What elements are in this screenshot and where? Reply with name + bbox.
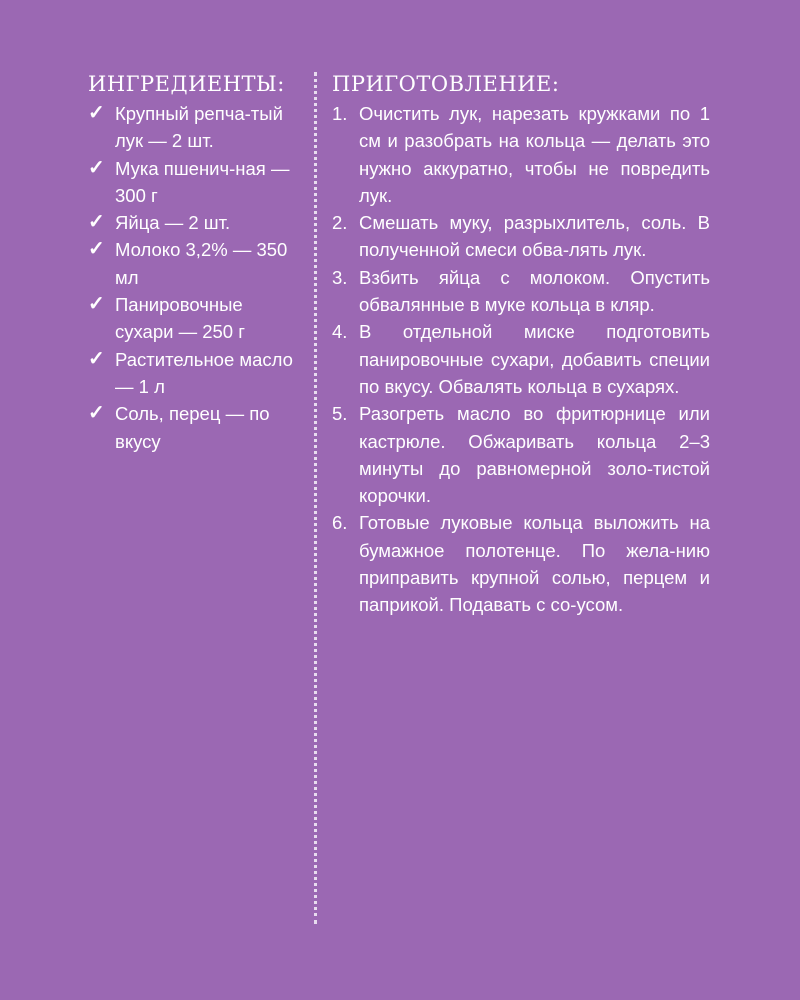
checkmark-icon: ✓ (88, 293, 105, 316)
checkmark-icon: ✓ (88, 156, 105, 179)
step-number: 4. (332, 321, 348, 343)
step-item (332, 509, 710, 618)
ingredient-item: ✓ Молоко 3,2% — 350 мл (88, 238, 288, 288)
step-item (332, 209, 710, 264)
checkmark-icon: ✓ (88, 402, 105, 425)
step-text: Смешать муку, разрыхлитель, соль. В полученной смеси обва-лять лук. (359, 212, 710, 261)
step-number: 1. (332, 103, 348, 124)
step-text: В отдельной миске подготовить панировочные сухари, добавить специи по вкусу. Обвалять кольца в сухарях. (359, 321, 710, 397)
preparation-steps (332, 100, 710, 619)
ingredient-item: ✓ Растительное масло — 1 л (88, 347, 293, 397)
step-text: Взбить яйца с молоком. Опустить обвалянные в муке кольца в кляр. (359, 266, 710, 316)
checkmark-icon: ✓ (88, 347, 105, 370)
step-text: Разогреть масло во фритюрнице или кастрюле. Обжаривать кольца 2–3 минуты до равномерной золо-тистой корочки. (359, 403, 710, 507)
step-number: 3. (332, 266, 348, 288)
ingredient-item: ✓ Крупный репча-тый лук — 2 шт. (88, 102, 283, 152)
step-item (332, 264, 710, 319)
step-item (332, 100, 710, 209)
step-number: 5. (332, 403, 348, 425)
preparation-heading: ПРИГОТОВЛЕНИЕ: (332, 72, 560, 96)
step-text: Очистить лук, нарезать кружками по 1 см и разобрать на кольца — делать это нужно аккуратно, чтобы не повредить лук. (359, 103, 710, 206)
ingredients-heading: ИНГРЕДИЕНТЫ: (88, 72, 285, 96)
checkmark-icon: ✓ (88, 102, 105, 124)
ingredient-item: ✓ Панировочные сухари — 250 г (88, 293, 245, 343)
step-text: Готовые луковые кольца выложить на бумажное полотенце. По жела-нию приправить крупной солью, перцем и паприкой. Подавать с со-усом. (359, 512, 710, 616)
ingredients-section (88, 70, 298, 455)
ingredient-item: ✓ Мука пшенич-ная — 300 г (88, 156, 290, 206)
ingredient-item: ✓ Яйца — 2 шт. (88, 209, 298, 236)
preparation-section (332, 70, 710, 619)
dotted-divider (314, 72, 317, 924)
step-item (332, 318, 710, 400)
checkmark-icon: ✓ (88, 211, 105, 234)
ingredients-list (88, 100, 298, 455)
step-number: 6. (332, 512, 348, 534)
step-item (332, 400, 710, 509)
step-number: 2. (332, 212, 348, 234)
ingredient-item: ✓ Соль, перец — по вкусу (88, 402, 270, 452)
checkmark-icon: ✓ (88, 238, 105, 261)
